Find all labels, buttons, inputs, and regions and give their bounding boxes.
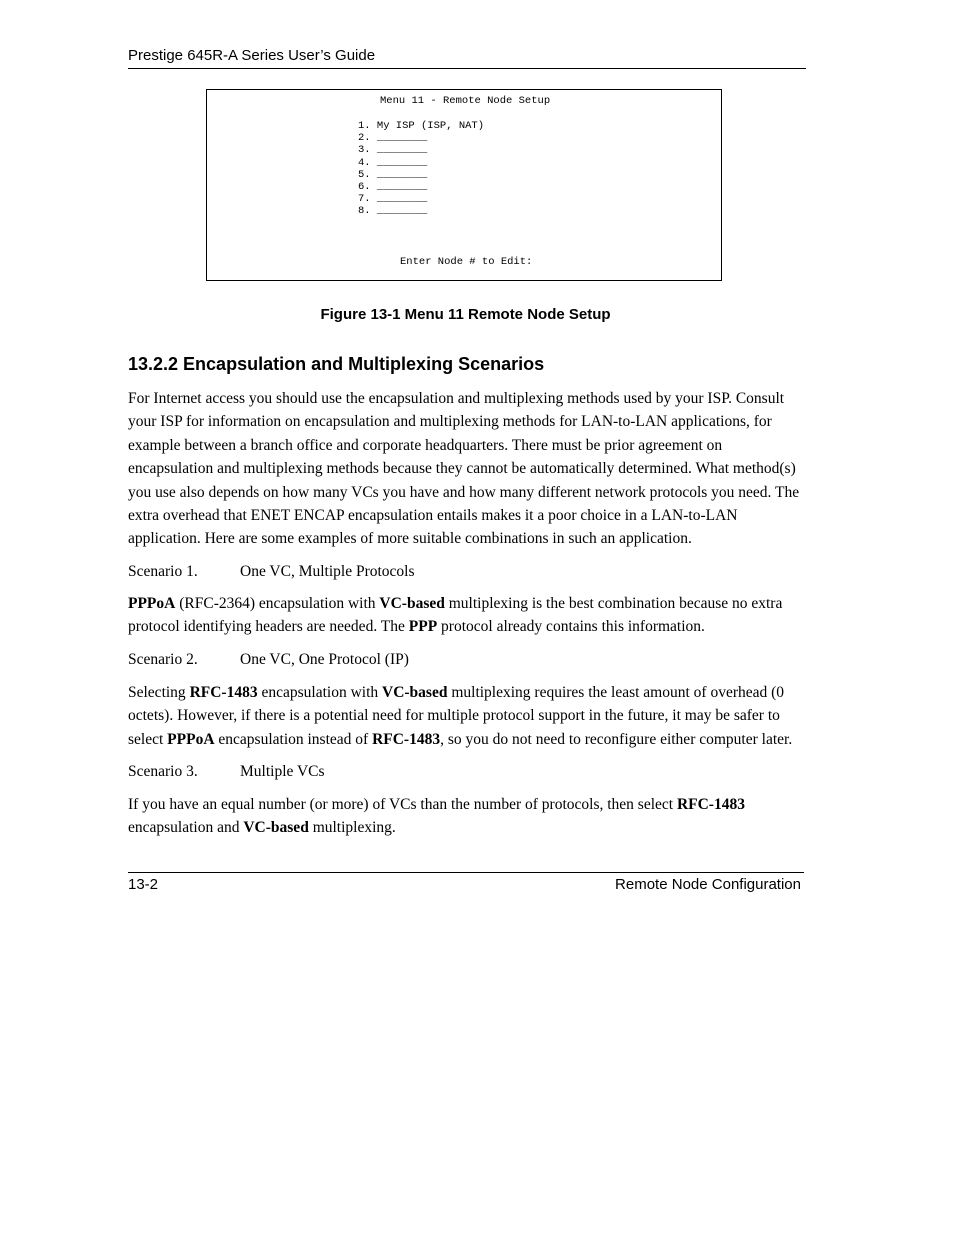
bold-term: PPPoA: [128, 595, 176, 612]
remote-node-item: 1. My ISP (ISP, NAT): [358, 120, 485, 132]
menu-title: Menu 11 - Remote Node Setup: [380, 95, 551, 107]
page-header: [128, 46, 806, 69]
header-title: Prestige 645R-A Series User’s Guide: [128, 47, 376, 64]
scenario-number: Scenario 2.: [128, 651, 198, 668]
bold-term: VC-based: [243, 819, 309, 837]
scenario-number: Scenario 1.: [128, 563, 198, 580]
scenario-name: One VC, Multiple Protocols: [240, 563, 415, 580]
scenario-1-heading: [128, 560, 415, 583]
remote-node-item: 4. ________: [358, 156, 428, 169]
bold-term: PPP: [408, 618, 438, 636]
scenario-name: One VC, One Protocol (IP): [240, 651, 409, 668]
figure-caption: Figure 13-1 Menu 11 Remote Node Setup: [320, 306, 611, 323]
bold-term: RFC-1483: [676, 796, 745, 813]
bold-term: RFC-1483: [189, 684, 258, 701]
scenario-2-heading: [128, 648, 409, 671]
terminal-screen: [206, 89, 722, 281]
remote-node-item: 6. ________: [358, 180, 428, 193]
scenario-3-paragraph: If you have an equal number (or more) of VCs than the number of protocols, then select RFC-1483 encapsulation and VC-based multiplexing.: [128, 796, 745, 837]
scenario-3-heading: [128, 760, 325, 783]
page-footer: [128, 872, 804, 893]
remote-node-item: 5. ________: [358, 168, 428, 181]
page-number: 13-2: [128, 876, 159, 893]
remote-node-item: 3. ________: [358, 144, 428, 157]
bold-term: VC-based: [382, 684, 448, 701]
remote-node-item: 7. ________: [358, 193, 428, 206]
scenario-name: Multiple VCs: [240, 763, 325, 780]
section-title: 13.2.2 Encapsulation and Multiplexing Scenarios: [128, 354, 545, 374]
bold-term: PPPoA: [167, 730, 215, 748]
edit-prompt: Enter Node # to Edit:: [400, 256, 533, 268]
chapter-title: Remote Node Configuration: [615, 876, 801, 893]
remote-node-item: 8. ________: [358, 205, 428, 218]
scenario-number: Scenario 3.: [128, 763, 198, 780]
bold-term: VC-based: [379, 595, 445, 612]
intro-paragraph: For Internet access you should use the encapsulation and multiplexing methods used by your ISP. Consult your ISP for information on encapsulation and multiplexing methods for LAN-to-LAN applications, for example between a branch office and corporate headquarters. There must be prior agreement on encapsulation and multiplexing methods because they cannot be automatically determined. What method(s) you use also depends on how many VCs you have and how many different network protocols you need. The extra overhead that ENET ENCAP encapsulation entails makes it a poor choice in a LAN-to-LAN application. Here are some examples of more suitable combinations in such an application.: [128, 390, 800, 548]
scenario-1-paragraph: PPPoA (RFC-2364) encapsulation with VC-based multiplexing is the best combination because no extra protocol identifying headers are needed. The PPP protocol already contains this information.: [128, 595, 783, 636]
remote-node-list: [358, 120, 484, 218]
bold-term: RFC-1483: [372, 730, 441, 748]
scenario-2-paragraph: Selecting RFC-1483 encapsulation with VC-based multiplexing requires the least amount of overhead (0 octets). However, if there is a potential need for multiple protocol support in the future, it may be safer to select PPPoA encapsulation instead of RFC-1483, so you do not need to reconfigure either computer later.: [128, 684, 793, 748]
remote-node-item: 2. ________: [358, 132, 428, 145]
